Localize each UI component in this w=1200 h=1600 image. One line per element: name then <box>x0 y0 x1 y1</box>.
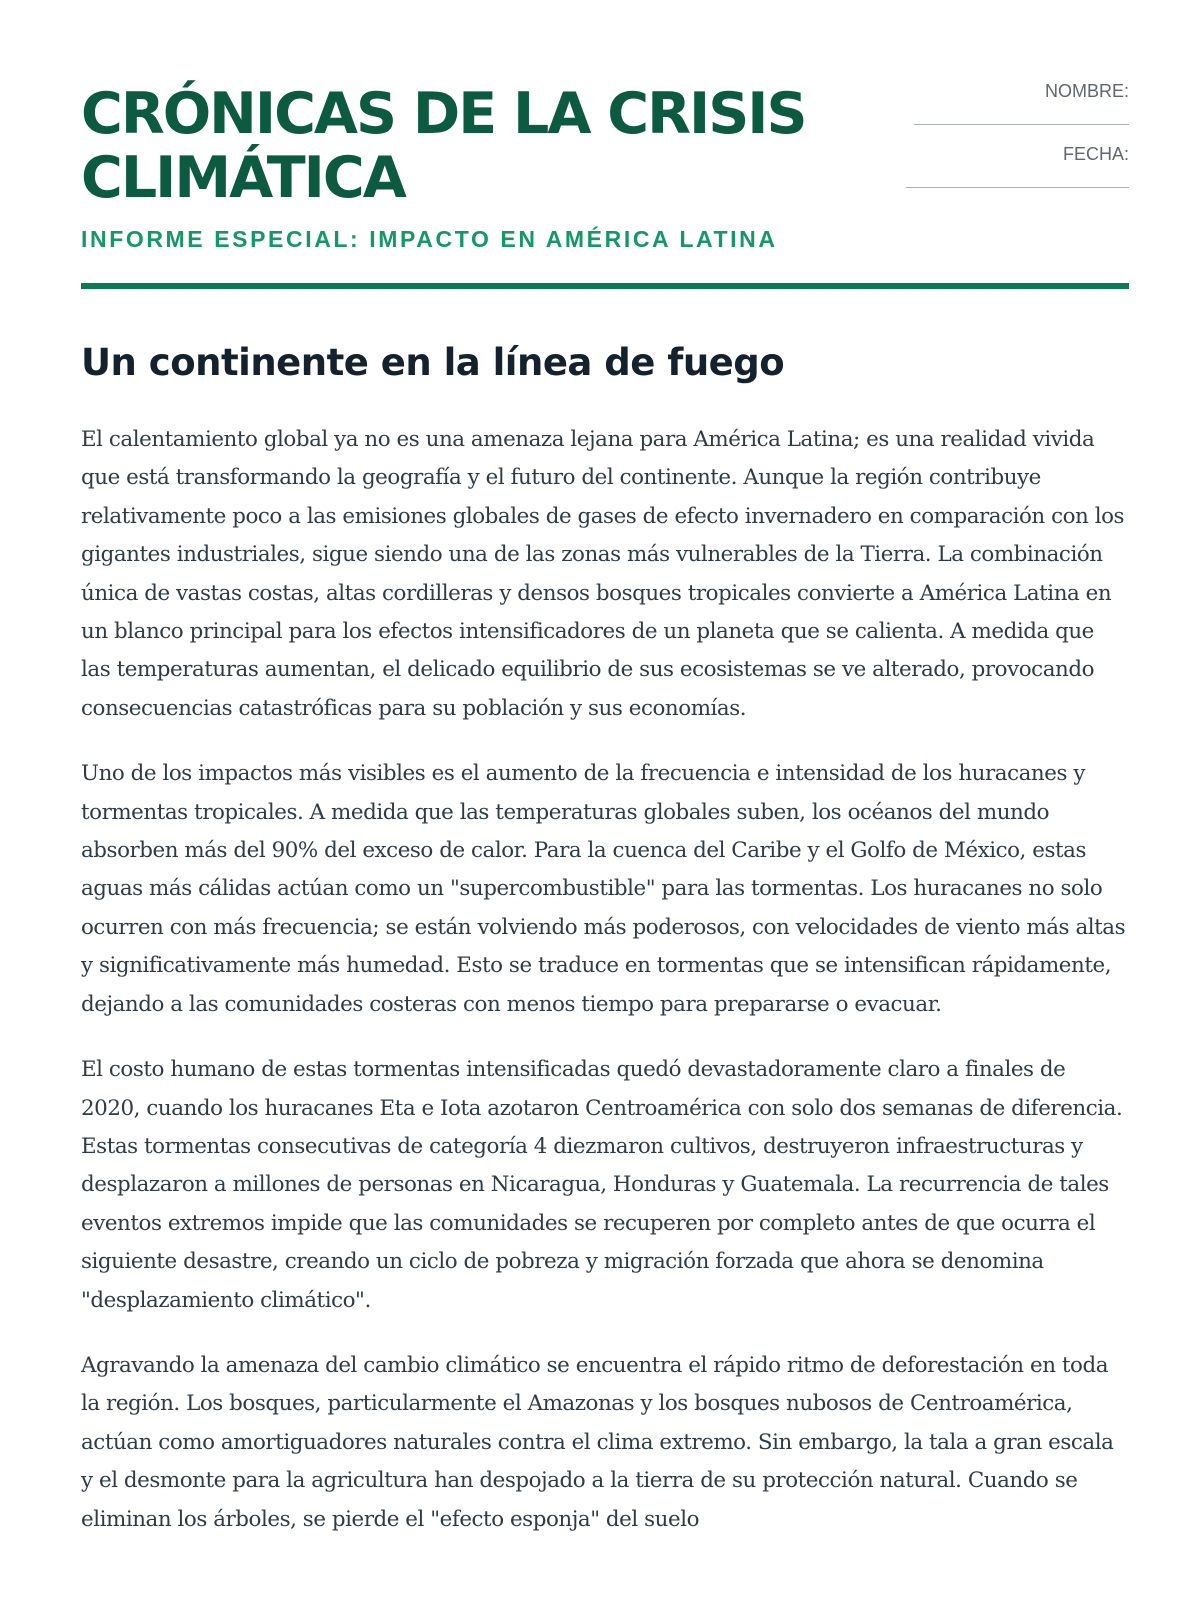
paragraph: El costo humano de estas tormentas intensificadas quedó devastadoramente claro a finales de 2020, cuando los huracanes Eta e Iota azotaron Centroamérica con solo dos semanas de diferencia. Estas tormentas consecutivas de categoría 4 diezmaron cultivos, destruyeron infraestructuras y desplazaron a millones de personas en Nicaragua, Honduras y Guatemala. La recurrencia de tales eventos extremos impide que las comunidades se recuperen por completo antes de que ocurra el siguiente desastre, creando un ciclo de pobreza y migración forzada que ahora se denomina "desplazamiento climático". <box>81 1057 1123 1313</box>
name-field-line[interactable] <box>914 124 1129 125</box>
student-fields <box>869 80 1129 188</box>
paragraph: El calentamiento global ya no es una amenaza lejana para América Latina; es una realidad vivida que está transformando la geografía y el futuro del continente. Aunque la región contribuye relativamente poco a las emisiones globales de gases de efecto invernadero en comparación con los gigantes industriales, sigue siendo una de las zonas más vulnerables de la Tierra. La combinación única de vastas costas, altas cordilleras y densos bosques tropicales convierte a América Latina en un blanco principal para los efectos intensificadores de un planeta que se calienta. A medida que las temperaturas aumentan, el delicado equilibrio de sus ecosistemas se ve alterado, provocando consecuencias catastróficas para su población y sus economías. <box>81 427 1125 721</box>
worksheet-page <box>81 0 1129 1532</box>
article-body <box>81 421 1129 1566</box>
paragraph: Uno de los impactos más visibles es el aumento de la frecuencia e intensidad de los huracanes y tormentas tropicales. A medida que las temperaturas globales suben, los océanos del mundo absorben más del 90% del exceso de calor. Para la cuenca del Caribe y el Golfo de México, estas aguas más cálidas actúan como un "supercombustible" para las tormentas. Los huracanes no solo ocurren con más frecuencia; se están volviendo más poderosos, con velocidades de viento más altas y significativamente más humedad. Esto se traduce en tormentas que se intensifican rápidamente, dejando a las comunidades costeras con menos tiempo para prepararse o evacuar. <box>81 761 1126 1017</box>
paragraph: Agravando la amenaza del cambio climático se encuentra el rápido ritmo de deforestación en toda la región. Los bosques, particularmente el Amazonas y los bosques nubosos de Centroamérica, actúan como amortiguadores naturales contra el clima extremo. Sin embargo, la tala a gran escala y el desmonte para la agricultura han despojado a la tierra de su protección natural. Cuando se eliminan los árboles, se pierde el "efecto esponja" del suelo <box>81 1352 1114 1532</box>
page-title: CRÓNICAS DE LA CRISIS CLIMÁTICA <box>81 81 806 211</box>
date-label: FECHA: <box>1062 144 1129 164</box>
worksheet-header <box>81 0 1129 290</box>
date-field-line[interactable] <box>906 187 1129 188</box>
page-subtitle: INFORME ESPECIAL: IMPACTO EN AMÉRICA LATINA <box>81 226 778 252</box>
name-label: NOMBRE: <box>1044 81 1129 101</box>
section-heading: Un continente en la línea de fuego <box>81 341 785 384</box>
header-divider <box>81 283 1129 289</box>
